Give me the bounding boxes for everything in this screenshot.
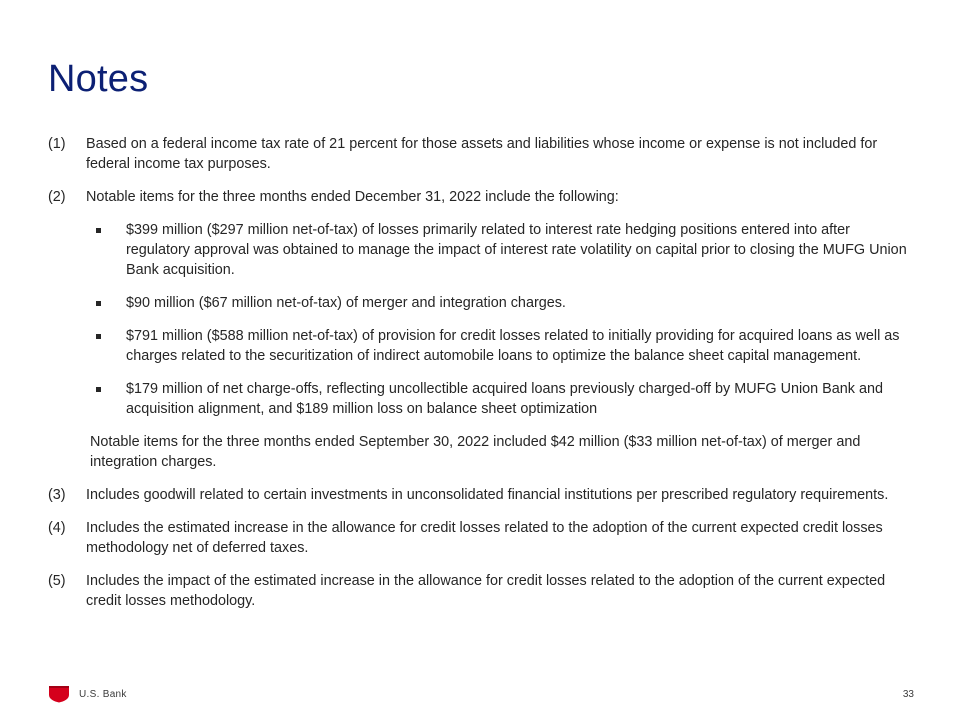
bullet-text: $399 million ($297 million net-of-tax) of losses primarily related to interest rate hedging positions entered into after regulatory approval was obtained to manage the impact of interest rate volatility on capital prior to closing the MUFG Union Bank acquisition.	[126, 222, 907, 278]
note-number: (1)	[48, 136, 66, 152]
bullet-item	[86, 220, 914, 280]
note-text: Notable items for the three months ended December 31, 2022 include the following:	[86, 189, 619, 205]
bullet-text: $791 million ($588 million net-of-tax) of provision for credit losses related to initially providing for acquired loans as well as charges related to the securitization of indirect automobile loans to optimize the balance sheet capital management.	[126, 328, 900, 364]
note-1	[48, 134, 914, 174]
notes-list	[48, 134, 914, 624]
note-number: (2)	[48, 189, 66, 205]
note-text: Includes goodwill related to certain investments in unconsolidated financial institutions per prescribed regulatory requirements.	[86, 487, 889, 503]
us-bank-shield-icon	[48, 685, 70, 703]
bullet-list	[86, 220, 914, 419]
bullet-text: $179 million of net charge-offs, reflecting uncollectible acquired loans previously charged-off by MUFG Union Bank and acquisition alignment, and $189 million loss on balance sheet optimization	[126, 381, 883, 417]
bullet-item	[86, 379, 914, 419]
note-sub-paragraph: Notable items for the three months ended September 30, 2022 included $42 million ($33 million net-of-tax) of merger and integration charges.	[90, 434, 861, 470]
note-3	[48, 485, 914, 505]
bullet-text: $90 million ($67 million net-of-tax) of merger and integration charges.	[126, 295, 566, 311]
bullet-item	[86, 326, 914, 366]
bullet-item	[86, 293, 914, 313]
note-number: (3)	[48, 487, 66, 503]
note-text: Includes the impact of the estimated increase in the allowance for credit losses related to the adoption of the current expected credit losses methodology.	[86, 573, 886, 609]
note-number: (4)	[48, 520, 66, 536]
bullet-marker	[86, 326, 126, 366]
note-text: Based on a federal income tax rate of 21 percent for those assets and liabilities whose income or expense is not included for federal income tax purposes.	[86, 136, 878, 172]
footer-logo	[48, 685, 127, 703]
note-body	[86, 187, 914, 472]
brand-name: U.S. Bank	[79, 688, 127, 700]
note-5	[48, 571, 914, 611]
page-title: Notes	[48, 58, 149, 100]
note-4	[48, 518, 914, 558]
bullet-marker	[86, 293, 126, 313]
bullet-marker	[86, 379, 126, 419]
page-number: 33	[902, 689, 914, 700]
note-text: Includes the estimated increase in the allowance for credit losses related to the adoption of the current expected credit losses methodology net of deferred taxes.	[86, 520, 883, 556]
note-2	[48, 187, 914, 472]
bullet-marker	[86, 220, 126, 280]
note-number: (5)	[48, 573, 66, 589]
